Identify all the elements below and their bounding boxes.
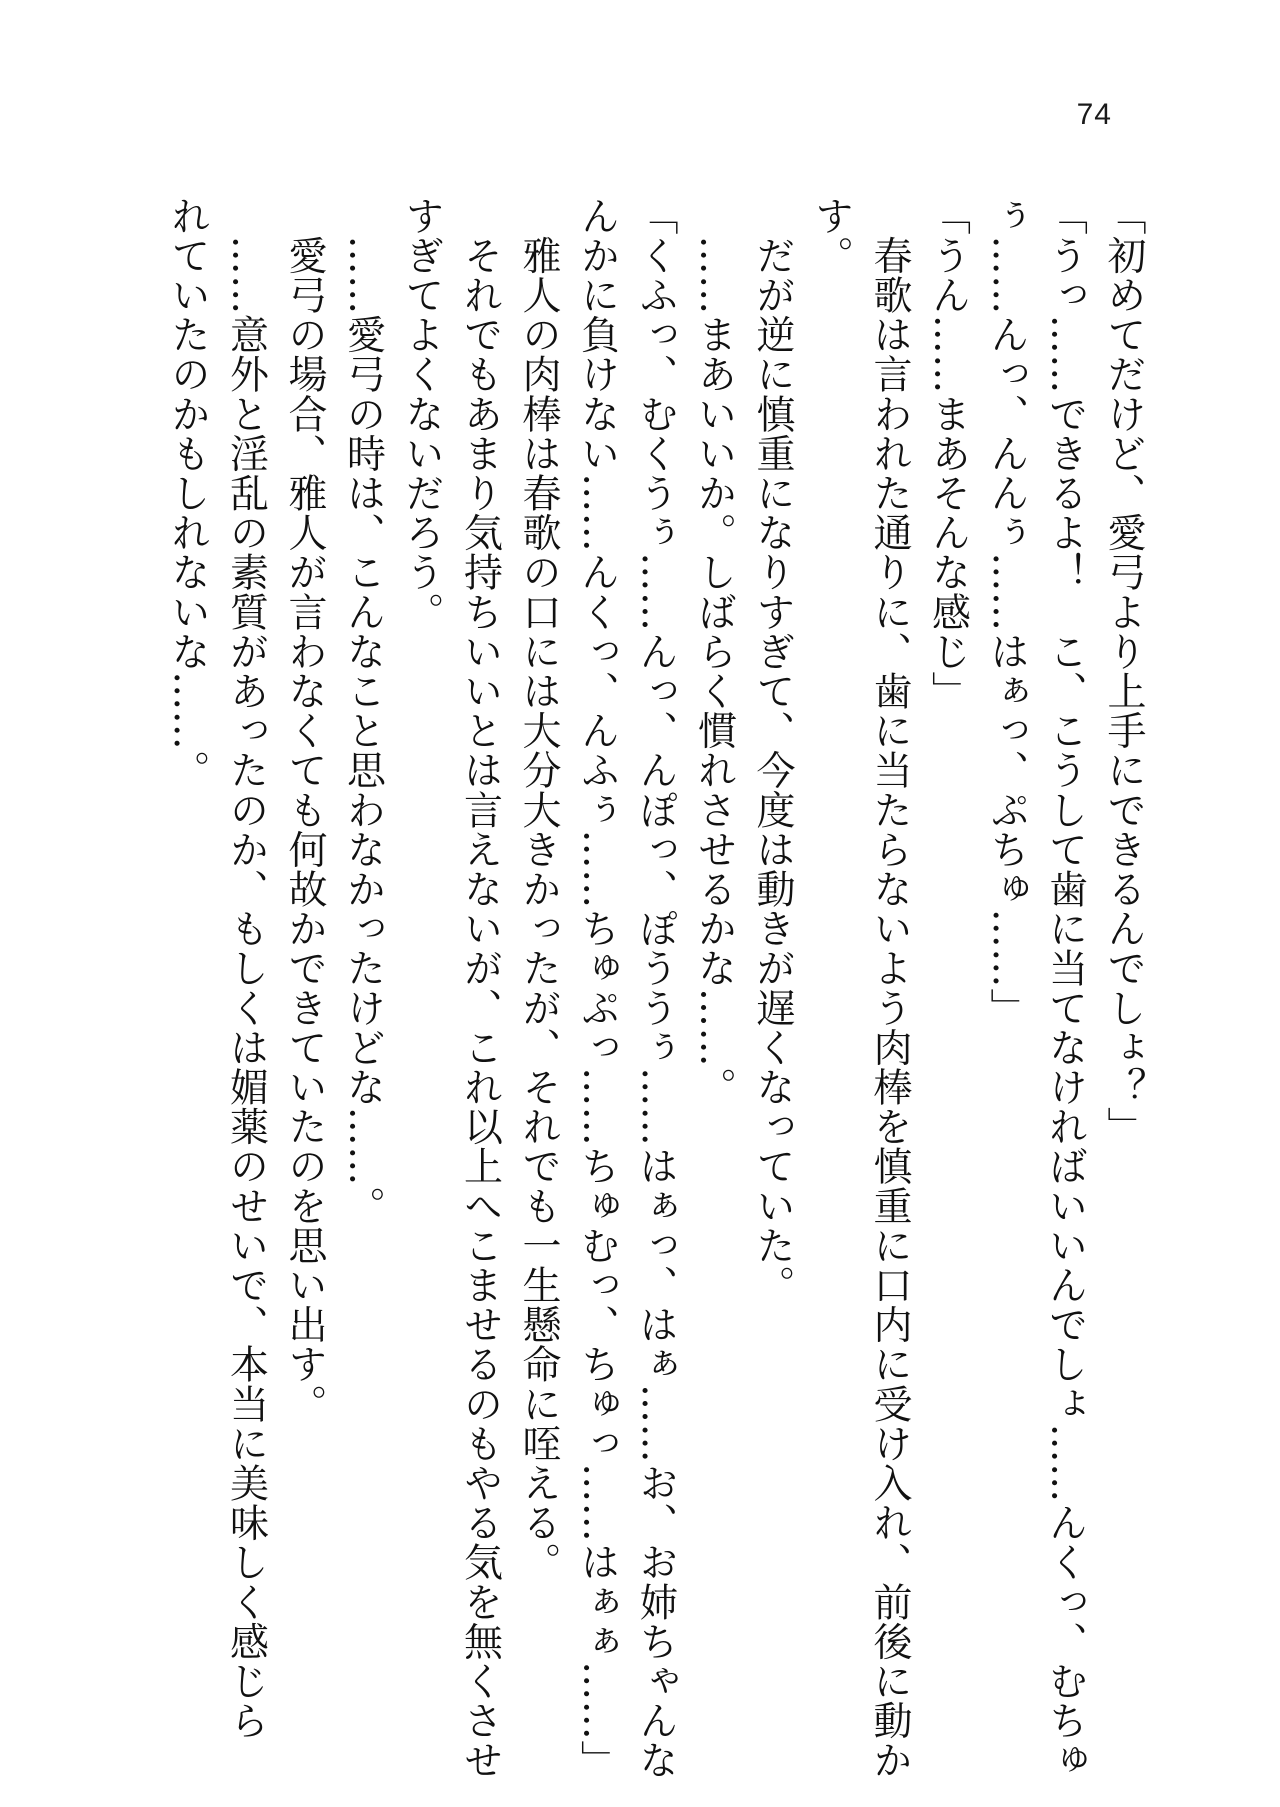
text-line: すぎてよくないだろう。 [399, 196, 444, 632]
body-text [158, 196, 1153, 1780]
text-line: 愛弓の場合、雅人が言わなくても何故かできていたのを思い出す。 [282, 196, 327, 1424]
text-line: 「うっ……できるよ！ こ、こうして歯に当てなければいいんでしょ……んくっ、むちゅ [1042, 196, 1088, 1780]
text-line: それでもあまり気持ちいいとは言えないが、これ以上へこませるのもやる気を無くさせ [457, 196, 503, 1780]
text-line: 春歌は言われた通りに、歯に当たらないよう肉棒を慎重に口内に受け入れ、前後に動か [867, 196, 912, 1780]
text-line: だが逆に慎重になりすぎて、今度は動きが遅くなっていた。 [750, 196, 795, 1305]
text-line: ……愛弓の時は、こんなこと思わなかったけどな……。 [340, 196, 386, 1226]
text-line: 「初めてだけど、愛弓より上手にできるんでしょ？」 [1101, 196, 1146, 1147]
text-line: 雅人の肉棒は春歌の口には大分大きかったが、それでも一生懸命に咥える。 [516, 196, 561, 1582]
page-number: 74 [1076, 98, 1112, 131]
text-line: 「うん……まあそんな感じ」 [925, 196, 971, 711]
text-line: 「くふっ、むくうぅ……んっ、んぽっ、ぽううぅ……はぁっ、はぁ……お、お姉ちゃんな [633, 196, 678, 1780]
text-line: んかに負けない……んくっ、んふぅ……ちゅぷっ……ちゅむっ、ちゅっ……はぁぁ……」 [574, 196, 620, 1780]
text-line: ……意外と淫乱の素質があったのか、もしくは媚薬のせいで、本当に美味しく感じら [223, 196, 269, 1741]
text-line: れていたのかもしれないな……。 [165, 196, 210, 790]
text-line: す。 [808, 196, 854, 276]
text-line: ぅ……んっ、んんぅ……はぁっ、ぷちゅ……」 [984, 196, 1029, 1028]
text-line: ……まあいいか。しばらく慣れさせるかな……。 [691, 196, 737, 1107]
